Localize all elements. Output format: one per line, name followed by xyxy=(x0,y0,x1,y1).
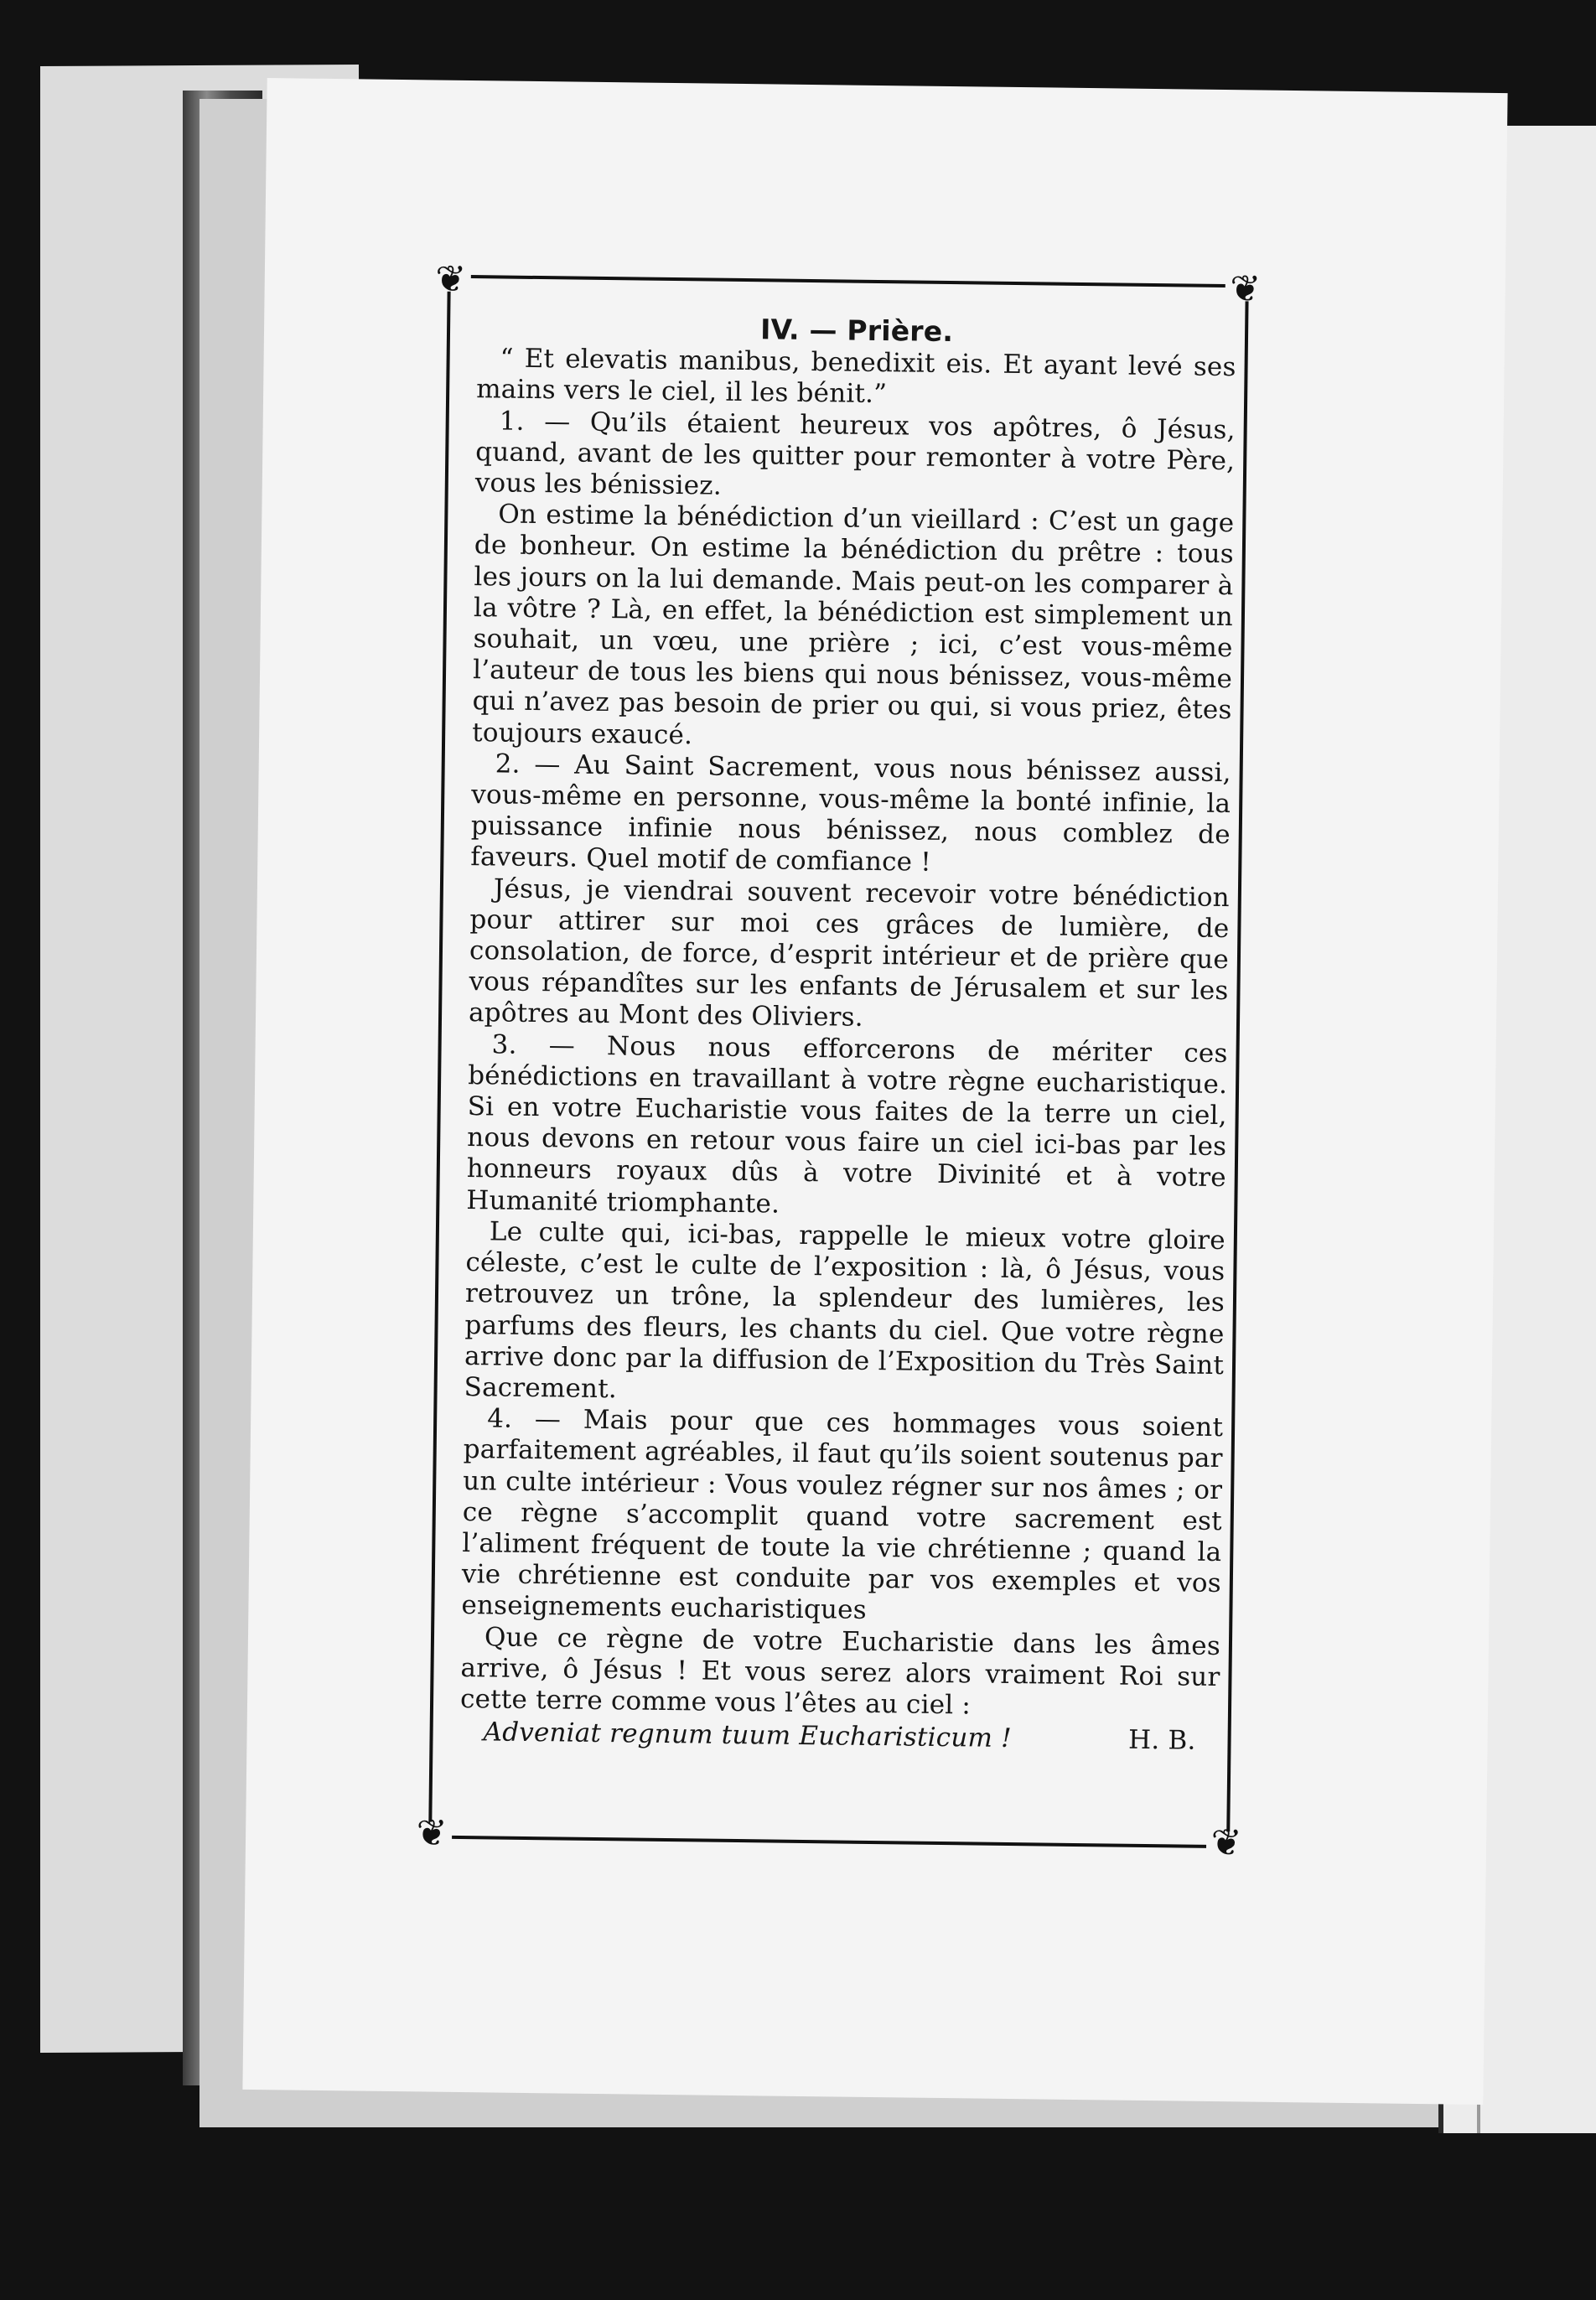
prayer-text xyxy=(459,310,1236,1757)
paragraph: Le culte qui, ici-bas, rappelle le mieux votre gloire céleste, c’est le culte de l’exposition : là, ô Jésus, vous retrouvez un trône, la splendeur des lumières, les parfums des fleurs, les chants du ciel. Que votre règne arrive donc par la diffusion de l’Exposition du Très Saint Sacrement. xyxy=(464,1216,1226,1405)
paragraph: 1. — Qu’ils étaient heureux vos apôtres, ô Jésus, quand, avant de les quitter pour remonter à votre Père, vous les bénissiez. xyxy=(474,406,1236,501)
paragraph: 3. — Nous nous efforcerons de mériter ces bénédictions en travaillant à votre règne eucharistique. Si en votre Eucharistie vous faites de la terre un ciel, nous devons en retour vous faire un ciel ici-bas par les honneurs royaux dûs à votre Divinité et à votre Humanité triomphante. xyxy=(466,1029,1228,1220)
section-title: IV. — Prière. xyxy=(759,313,954,349)
signature: H. B. xyxy=(1127,1724,1196,1756)
frame-rule-bottom xyxy=(452,1836,1206,1848)
paragraph: Jésus, je viendrai souvent recevoir votre bénédiction pour attirer sur moi ces grâces de lumière, de consolation, de force, d’esprit intérieur et de prière que vous répandîtes sur les enfants de Jérusalem et sur les apôtres au Mont des Oliviers. xyxy=(468,873,1231,1033)
book-page xyxy=(242,78,1507,2105)
paragraph: 4. — Mais pour que ces hommages vous soient parfaitement agréables, il faut qu’ils soient soutenus par un culte intérieur : Vous voulez régner sur nos âmes ; or ce règne s’accomplit quand votre sacrement est l’aliment fréquent de toute la vie chrétienne ; quand la vie chrétienne est conduite par vos exemples et vos enseignements eucharistiques xyxy=(461,1403,1224,1626)
frame-rule-left xyxy=(428,292,450,1822)
paragraph: On estime la bénédiction d’un vieillard : C’est un gage de bonheur. On estime la bénédiction du prêtre : tous les jours on la lui demande. Mais peut-on les comparer à la vôtre ? Là, en effet, la bénédiction est simplement un souhait, un vœu, une prière ; ici, c’est vous-même l’auteur de tous les biens qui nous bénissez, vous-même qui n’avez pas besoin de prier ou qui, si vous priez, êtes toujours exaucé. xyxy=(471,499,1235,750)
grape-leaf-ornament-icon: ❦ xyxy=(1229,267,1262,311)
grape-leaf-ornament-icon: ❦ xyxy=(1210,1821,1242,1865)
frame-rule-top xyxy=(471,275,1226,288)
grape-leaf-ornament-icon: ❦ xyxy=(435,257,467,301)
decorative-frame xyxy=(410,257,1267,1865)
grape-leaf-ornament-icon: ❦ xyxy=(416,1811,448,1855)
paragraph: Que ce règne de votre Eucharistie dans les âmes arrive, ô Jésus ! Et vous serez alors vraiment Roi sur cette terre comme vous l’êtes au ciel : xyxy=(459,1621,1221,1721)
paragraph-epigraph: “ Et elevatis manibus, benedixit eis. Et ayant levé ses mains vers le ciel, il les bénit.” xyxy=(475,343,1236,410)
paragraph: 2. — Au Saint Sacrement, vous nous bénissez aussi, vous-même en personne, vous-même la bonté infinie, la puissance infinie nous bénissez, nous comblez de faveurs. Quel motif de comfiance ! xyxy=(470,749,1231,878)
closing-latin: Adveniat regnum tuum Eucharisticum ! xyxy=(483,1717,1013,1754)
